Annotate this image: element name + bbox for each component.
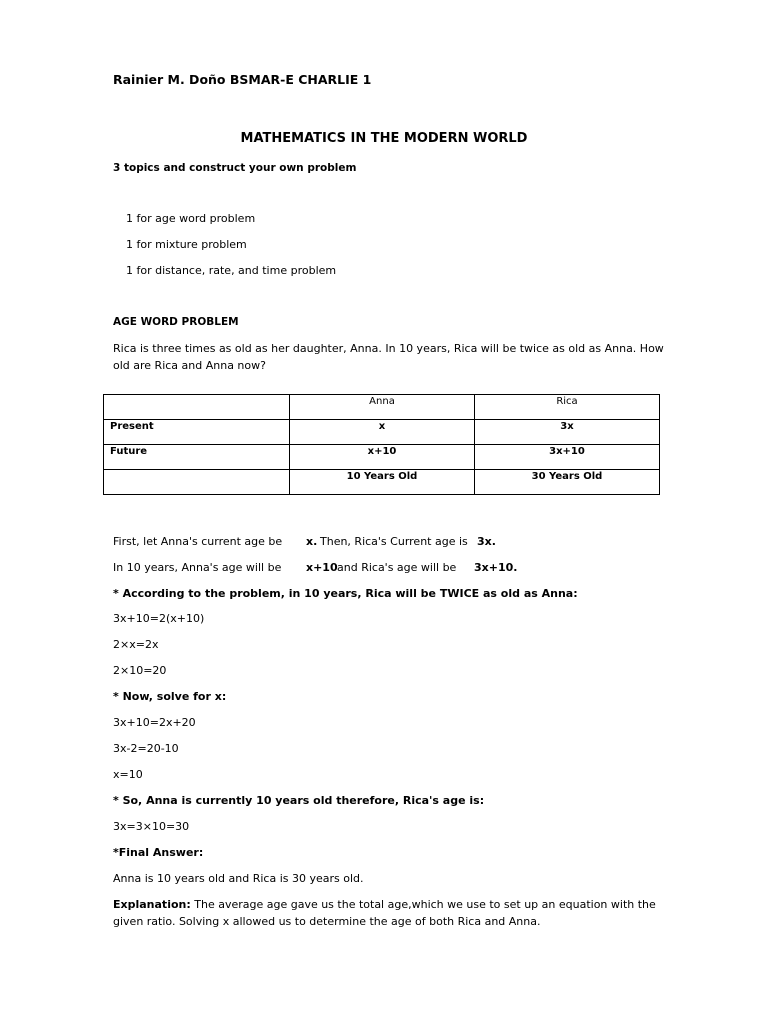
table-header-rica: Rica bbox=[475, 395, 660, 420]
equation-4: 3x+10=2x+20 bbox=[113, 716, 196, 729]
topic-item-mixture: 1 for mixture problem bbox=[126, 238, 247, 251]
author-line: Rainier M. Doño BSMAR-E CHARLIE 1 bbox=[113, 72, 372, 87]
equation-2: 2×x=2x bbox=[113, 638, 159, 651]
equation-3: 2×10=20 bbox=[113, 664, 167, 677]
table-cell: x bbox=[290, 420, 475, 445]
table-header-row bbox=[104, 395, 660, 420]
age-table bbox=[103, 394, 660, 495]
solution-line2-var: x+10 bbox=[306, 561, 338, 574]
section-heading-age: AGE WORD PROBLEM bbox=[113, 316, 239, 328]
equation-5: 3x-2=20-10 bbox=[113, 742, 179, 755]
final-answer-label: *Final Answer: bbox=[113, 846, 204, 859]
table-row bbox=[104, 420, 660, 445]
table-row bbox=[104, 445, 660, 470]
table-cell: 3x bbox=[475, 420, 660, 445]
solution-line1-text2: Then, Rica's Current age is bbox=[320, 535, 468, 548]
table-cell: Present bbox=[104, 420, 290, 445]
subtitle: 3 topics and construct your own problem bbox=[113, 162, 357, 174]
table-cell: Future bbox=[104, 445, 290, 470]
note-rica-age: * So, Anna is currently 10 years old therefore, Rica's age is: bbox=[113, 794, 485, 807]
problem-statement: Rica is three times as old as her daughter, Anna. In 10 years, Rica will be twice as old as Anna. How old are Rica and Anna now? bbox=[113, 342, 664, 372]
equation-6: x=10 bbox=[113, 768, 143, 781]
solution-line1-expr: 3x. bbox=[477, 535, 496, 548]
table-cell: 10 Years Old bbox=[290, 470, 475, 495]
solution-line2-text: In 10 years, Anna's age will be bbox=[113, 561, 282, 574]
equation-1: 3x+10=2(x+10) bbox=[113, 612, 205, 625]
table-header-anna: Anna bbox=[290, 395, 475, 420]
note-solve: * Now, solve for x: bbox=[113, 690, 227, 703]
table-row bbox=[104, 470, 660, 495]
explanation-text: The average age gave us the total age,which we use to set up an equation with the given ratio. Solving x allowed us to determine the age of both Rica and Anna. bbox=[113, 898, 656, 928]
final-answer-text: Anna is 10 years old and Rica is 30 years old. bbox=[113, 872, 364, 885]
topic-item-distance: 1 for distance, rate, and time problem bbox=[126, 264, 337, 277]
explanation-paragraph bbox=[113, 896, 673, 930]
topic-item-age: 1 for age word problem bbox=[126, 212, 256, 225]
table-cell: 3x+10 bbox=[475, 445, 660, 470]
note-twice: * According to the problem, in 10 years, Rica will be TWICE as old as Anna: bbox=[113, 587, 578, 600]
table-cell: 30 Years Old bbox=[475, 470, 660, 495]
solution-line2-text2: and Rica's age will be bbox=[337, 561, 457, 574]
solution-line1-text: First, let Anna's current age be bbox=[113, 535, 283, 548]
page-title: MATHEMATICS IN THE MODERN WORLD bbox=[240, 131, 528, 146]
solution-line2-expr: 3x+10. bbox=[474, 561, 518, 574]
table-cell: x+10 bbox=[290, 445, 475, 470]
solution-line1-var: x. bbox=[306, 535, 318, 548]
equation-7: 3x=3×10=30 bbox=[113, 820, 190, 833]
table-cell bbox=[104, 470, 290, 495]
explanation-label: Explanation: bbox=[113, 898, 191, 911]
table-cell bbox=[104, 395, 290, 420]
